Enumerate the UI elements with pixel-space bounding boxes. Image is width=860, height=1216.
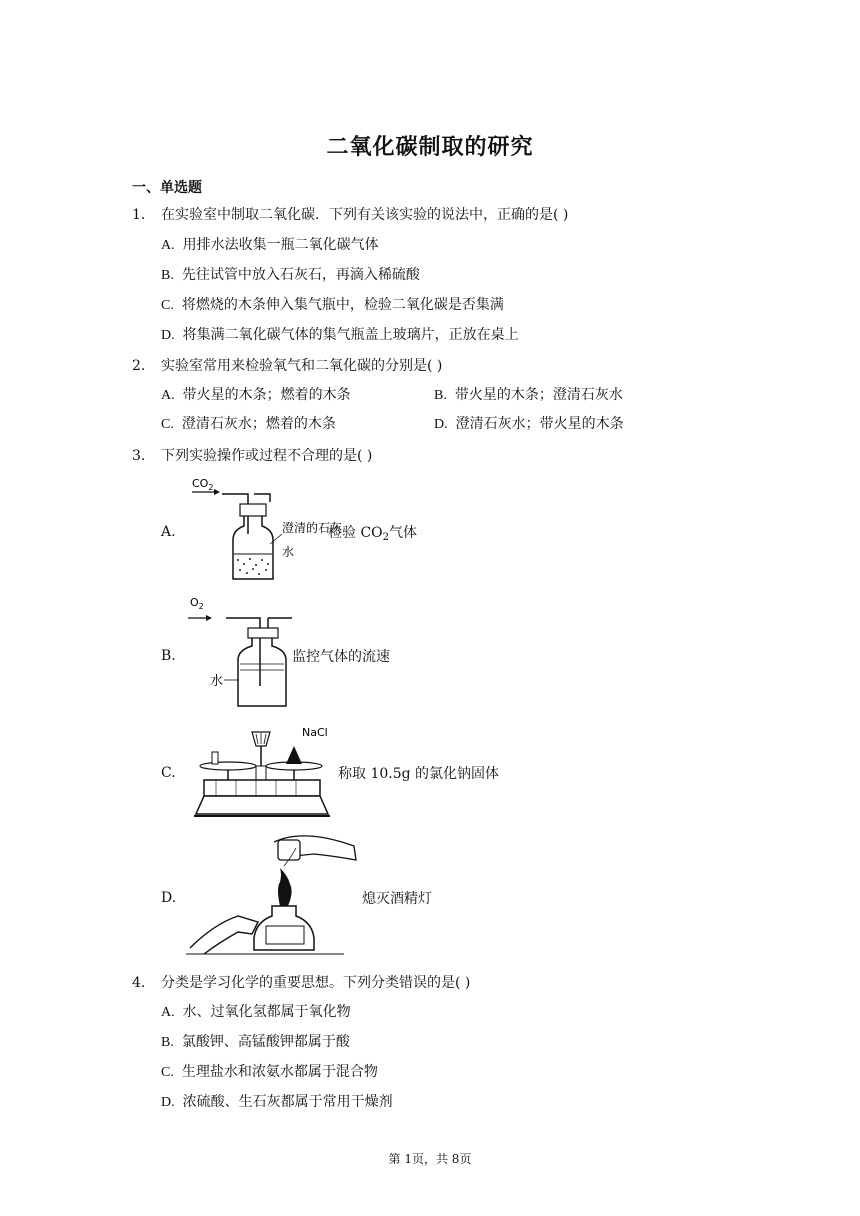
q3-option-c-label: C. <box>161 765 176 781</box>
q2-option-b: B. 带火星的木条；澄清石灰水 <box>434 387 623 403</box>
fig-c-nacl-label: NaCl <box>302 726 328 739</box>
gas-washing-bottle-co2-figure <box>186 474 351 586</box>
q2-option-c: C. 澄清石灰水；燃着的木条 <box>161 416 336 432</box>
fig-a-label-water: 水 <box>282 545 295 559</box>
section-heading: 一、单选题 <box>132 180 202 196</box>
fig-a-label-limewater: 澄清的石灰 <box>282 521 343 535</box>
q3-option-d-caption: 熄灭酒精灯 <box>362 891 432 907</box>
q3-option-a-caption: 检验 $CO_2$气体 <box>328 525 418 543</box>
q1-option-d: D. 将集满二氧化碳气体的集气瓶盖上玻璃片，正放在桌上 <box>161 327 519 343</box>
q3-option-b-caption: 监控气体的流速 <box>292 649 390 665</box>
question-3-number: 3. <box>132 448 146 464</box>
extinguish-alcohol-lamp-figure <box>184 826 364 958</box>
question-1-text: 在实验室中制取二氧化碳．下列有关该实验的说法中，正确的是( ) <box>161 207 569 223</box>
question-4-text: 分类是学习化学的重要思想。下列分类错误的是( ) <box>161 975 471 991</box>
question-3-text: 下列实验操作或过程不合理的是( ) <box>161 448 373 464</box>
question-2-text: 实验室常用来检验氧气和二氧化碳的分别是( ) <box>161 358 443 374</box>
page-footer: 第 1页，共 8页 <box>388 1152 472 1166</box>
fig-b-gas-label: $O_2$ <box>190 596 204 611</box>
question-2-number: 2. <box>132 358 146 374</box>
gas-flow-monitor-bottle-figure <box>184 594 304 710</box>
q2-option-a: A. 带火星的木条；燃着的木条 <box>161 387 351 403</box>
q1-option-a: A. 用排水法收集一瓶二氧化碳气体 <box>161 237 379 253</box>
q1-option-b: B. 先往试管中放入石灰石，再滴入稀硫酸 <box>161 267 420 283</box>
q4-option-b: B. 氯酸钾、高锰酸钾都属于酸 <box>161 1034 350 1050</box>
q3-option-c-caption: 称取 10.5g 的氯化钠固体 <box>338 766 500 782</box>
q4-option-a: A. 水、过氧化氢都属于氧化物 <box>161 1004 351 1020</box>
q4-option-d: D. 浓硫酸、生石灰都属于常用干燥剂 <box>161 1094 393 1110</box>
question-1-number: 1. <box>132 207 146 223</box>
page-title: 二氧化碳制取的研究 <box>326 135 534 160</box>
fig-b-label-water: 水 <box>210 674 224 689</box>
q3-option-a-label: A. <box>161 524 176 540</box>
question-4-number: 4. <box>132 975 146 991</box>
q3-option-d-label: D. <box>161 890 177 906</box>
q4-option-c: C. 生理盐水和浓氨水都属于混合物 <box>161 1064 378 1080</box>
q2-option-d: D. 澄清石灰水；带火星的木条 <box>434 416 624 432</box>
fig-a-gas-label: $CO_2$ <box>192 477 214 492</box>
q3-option-b-label: B. <box>161 648 176 664</box>
q1-option-c: C. 将燃烧的木条伸入集气瓶中，检验二氧化碳是否集满 <box>161 297 504 313</box>
balance-scale-nacl-figure <box>186 722 336 820</box>
